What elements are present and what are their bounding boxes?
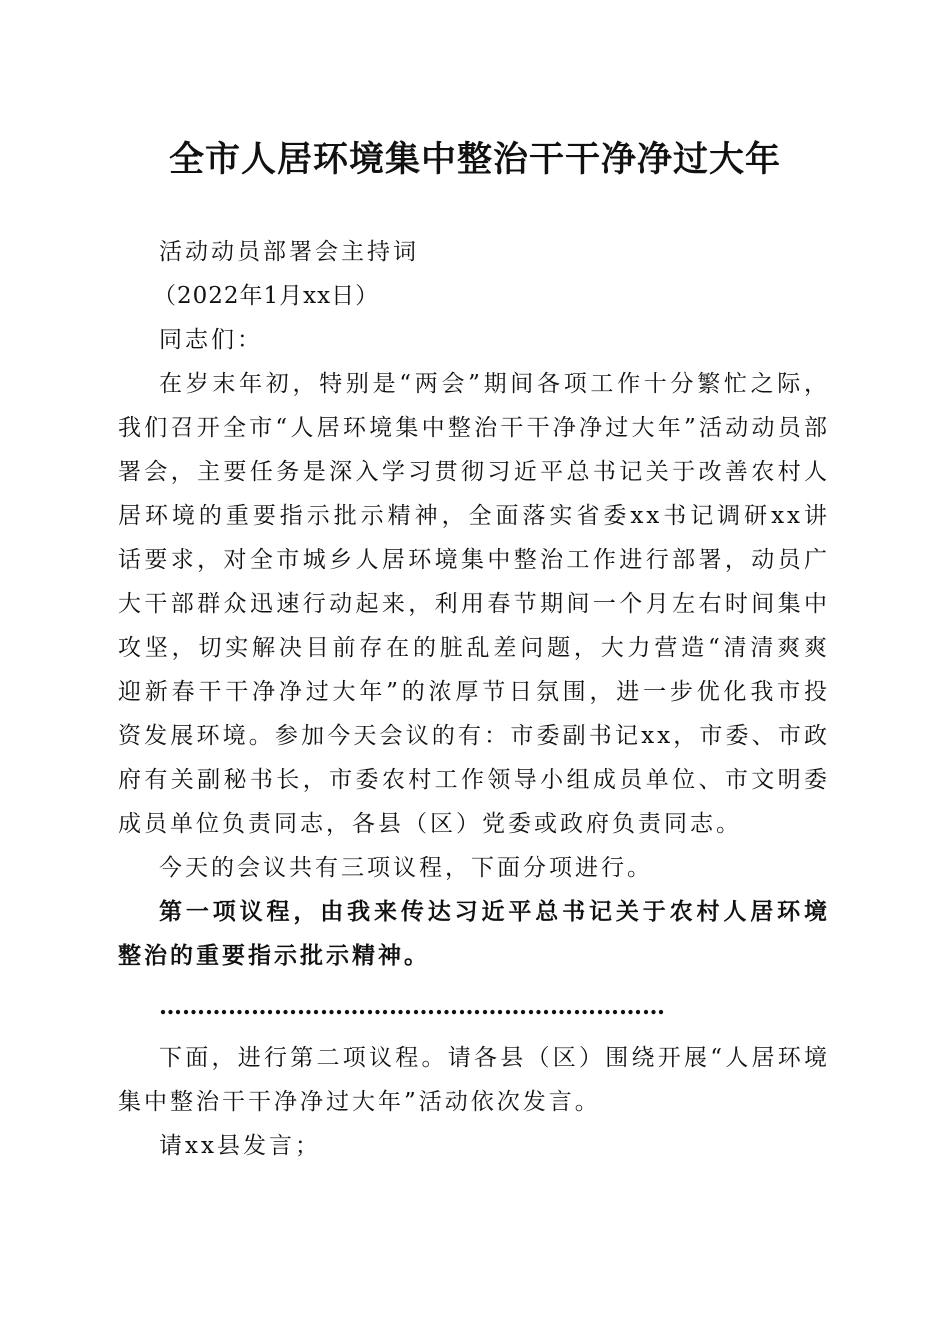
agenda-item-one: 第一项议程，由我来传达习近平总书记关于农村人居环境整治的重要指示批示精神。 xyxy=(118,898,830,969)
date-line: （2022年1月xx日） xyxy=(153,283,380,309)
paragraph-intro: 在岁末年初，特别是“两会”期间各项工作十分繁忙之际，我们召开全市“人居环境集中整治干干净净过大年”活动动员部署会，主要任务是深入学习贯彻习近平总书记关于改善农村人居环境的重要指示批示精神，全面落实省委xx书记调研xx讲话要求，对全市城乡人居环境集中整治工作进行部署，动员广大干部群众迅速行动起来，利用春节期间一个月左右时间集中攻坚，切实解决目前存在的脏乱差问题，大力营造“清清爽爽迎新春干干净净过大年”的浓厚节日氛围，进一步优化我市投资发展环境。参加今天会议的有：市委副书记xx，市委、市政府有关副秘书长，市委农村工作领导小组成员单位、市文明委成员单位负责同志，各县（区）党委或政府负责同志。 xyxy=(118,371,830,837)
paragraph-agenda-overview: 今天的会议共有三项议程，下面分项进行。 xyxy=(159,855,653,881)
agenda-item-two: 下面，进行第二项议程。请各县（区）围绕开展“人居环境集中整治干干净净过大年”活动依次发言。 xyxy=(118,1045,830,1115)
greeting: 同志们： xyxy=(159,327,263,353)
speaker-call: 请xx县发言； xyxy=(159,1133,321,1159)
subtitle: 活动动员部署会主持词 xyxy=(159,239,419,265)
document-title: 全市人居环境集中整治干干净净过大年 xyxy=(168,139,781,180)
document-body xyxy=(118,230,830,1168)
ellipsis-divider: ………………………………………………………… xyxy=(159,993,665,1020)
